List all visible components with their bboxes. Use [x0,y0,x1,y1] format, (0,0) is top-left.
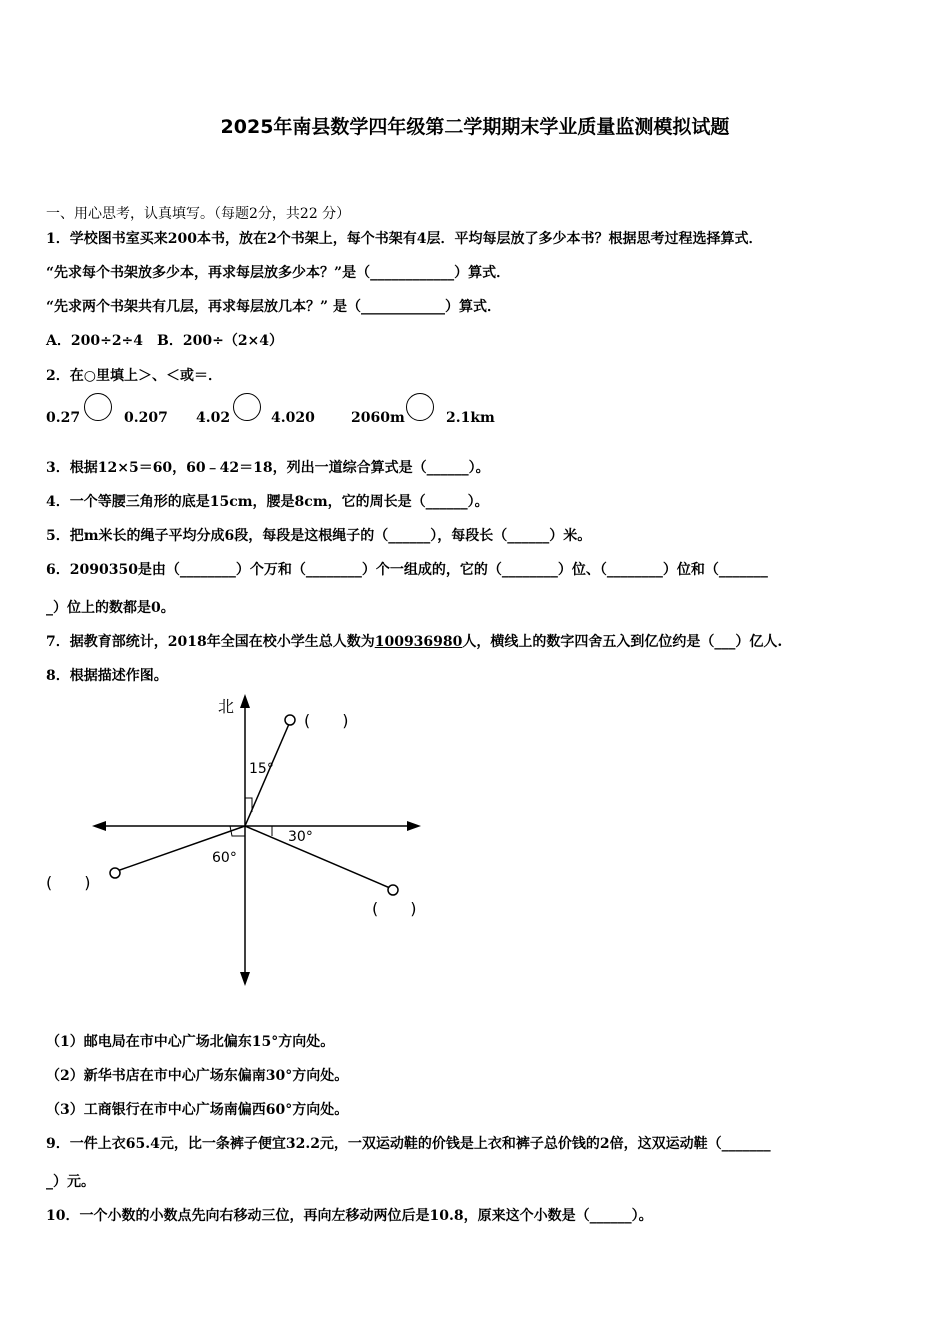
q1-options: A．200÷2÷4 B．200÷（2×4） [46,333,284,349]
q2-pair3-right: 2.1km [446,410,495,426]
q9-line2: _）元。 [46,1174,95,1190]
arrow-north [240,694,250,708]
q2-pair2-right: 4.020 [271,410,315,426]
point-60deg [110,868,120,878]
arrow-east [407,821,421,831]
section-heading: 一、用心思考，认真填写。（每题2分，共22 分） [46,206,351,222]
q10-text: 10．一个小数的小数点先向右移动三位，再向左移动两位后是10.8，原来这个小数是（______）。 [46,1208,653,1224]
q2-pair1-right: 0.207 [124,410,168,426]
angle-label-30: 30° [288,829,313,845]
q8-desc-1: （1）邮电局在市中心广场北偏东15°方向处。 [46,1034,335,1050]
q2-pair1-left: 0.27 [46,410,81,426]
q7-before: 7．据教育部统计，2018年全国在校小学生总人数为 [46,634,375,650]
q8-stem: 8．根据描述作图。 [46,668,168,684]
q4-text: 4．一个等腰三角形的底是15cm，腰是8cm，它的周长是（______）。 [46,494,489,510]
q6-line2: _）位上的数都是0。 [46,600,175,616]
q8-desc-3: （3）工商银行在市中心广场南偏西60°方向处。 [46,1102,349,1118]
q5-text: 5．把m米长的绳子平均分成6段，每段是这根绳子的（______），每段长（______）米。 [46,528,592,544]
q1-part-a: “先求每个书架放多少本，再求每层放多少本？”是（____________）算式． [46,265,511,281]
q8-desc-2: （2）新华书店在市中心广场东偏南30°方向处。 [46,1068,349,1084]
q2-stem: 2．在○里填上＞、＜或＝． [46,368,222,384]
blank-30deg: ( ) [372,899,417,918]
blank-60deg: ( ) [46,873,91,892]
arrow-south [240,972,250,986]
point-30deg [388,885,398,895]
q6-line1: 6．2090350是由（________）个万和（________）个一组成的，它的（________）位、（________）位和（_______ [46,562,768,578]
q1-part-b: “先求两个书架共有几层，再求每层放几本？” 是（____________）算式． [46,299,501,315]
point-15deg [285,715,295,725]
angle-label-15: 15° [249,761,274,777]
north-label: 北 [218,697,235,716]
q7-underlined-number: 100936980 [374,634,463,650]
blank-15deg: ( ) [304,711,349,730]
q7-after: 人，横线上的数字四舍五入到亿位约是（___）亿人. [462,634,783,650]
q9-line1: 9．一件上衣65.4元，比一条裤子便宜32.2元，一双运动鞋的价钱是上衣和裤子总价钱的2倍，这双运动鞋（_______ [46,1136,771,1152]
angle-label-60: 60° [212,850,237,866]
q3-text: 3．根据12×5＝60，60﹣42＝18，列出一道综合算式是（______）。 [46,460,490,476]
page-title: 2025年南县数学四年级第二学期期末学业质量监测模拟试题 [220,116,730,138]
q2-pair2-left: 4.02 [196,410,231,426]
q1-stem: 1．学校图书室买来200本书，放在2个书架上，每个书架有4层．平均每层放了多少本书？根据思考过程选择算式． [46,231,763,247]
ray-30deg [245,826,390,888]
q2-pair3-left: 2060m [351,410,405,426]
arrow-west [92,821,106,831]
angle-arc-15 [245,798,252,812]
